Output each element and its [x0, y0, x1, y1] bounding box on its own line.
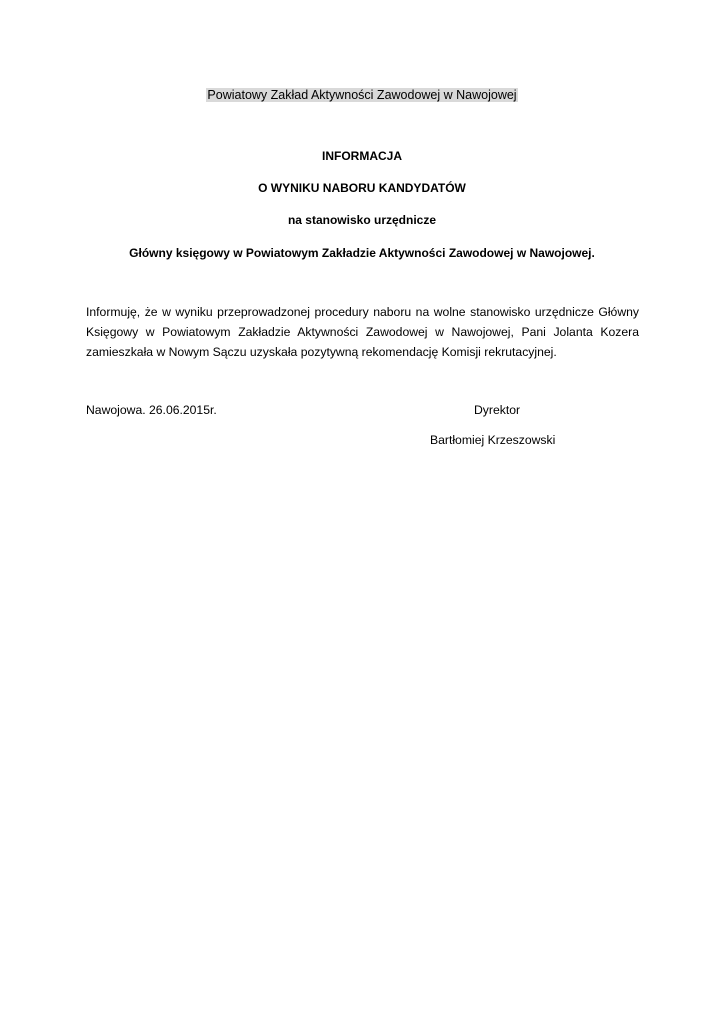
signer-role: Dyrektor	[474, 403, 521, 417]
institution-header	[0, 86, 724, 104]
announcement-paragraph: Informuję, że w wyniku przeprowadzonej procedury naboru na wolne stanowisko urzędnicze Główny Księgowy w Powiatowym Zakładzie Aktywności Zawodowej w Nawojowej, Pani Jolanta Kozera zamieszkała w Nowym Sączu uzyskała pozytywną rekomendację Komisji rekrutacyjnej.	[86, 305, 639, 359]
signer-name: Bartłomiej Krzeszowski	[430, 433, 556, 447]
position-name: Główny księgowy w Powiatowym Zakładzie Aktywności Zawodowej w Nawojowej.	[129, 246, 595, 260]
document-title: INFORMACJA	[322, 149, 402, 163]
position-type: na stanowisko urzędnicze	[287, 213, 437, 227]
place-and-date: Nawojowa. 26.06.2015r.	[86, 403, 217, 417]
document-subtitle: O WYNIKU NABORU KANDYDATÓW	[258, 181, 466, 195]
institution-name: Powiatowy Zakład Aktywności Zawodowej w Nawojowej	[207, 88, 517, 102]
